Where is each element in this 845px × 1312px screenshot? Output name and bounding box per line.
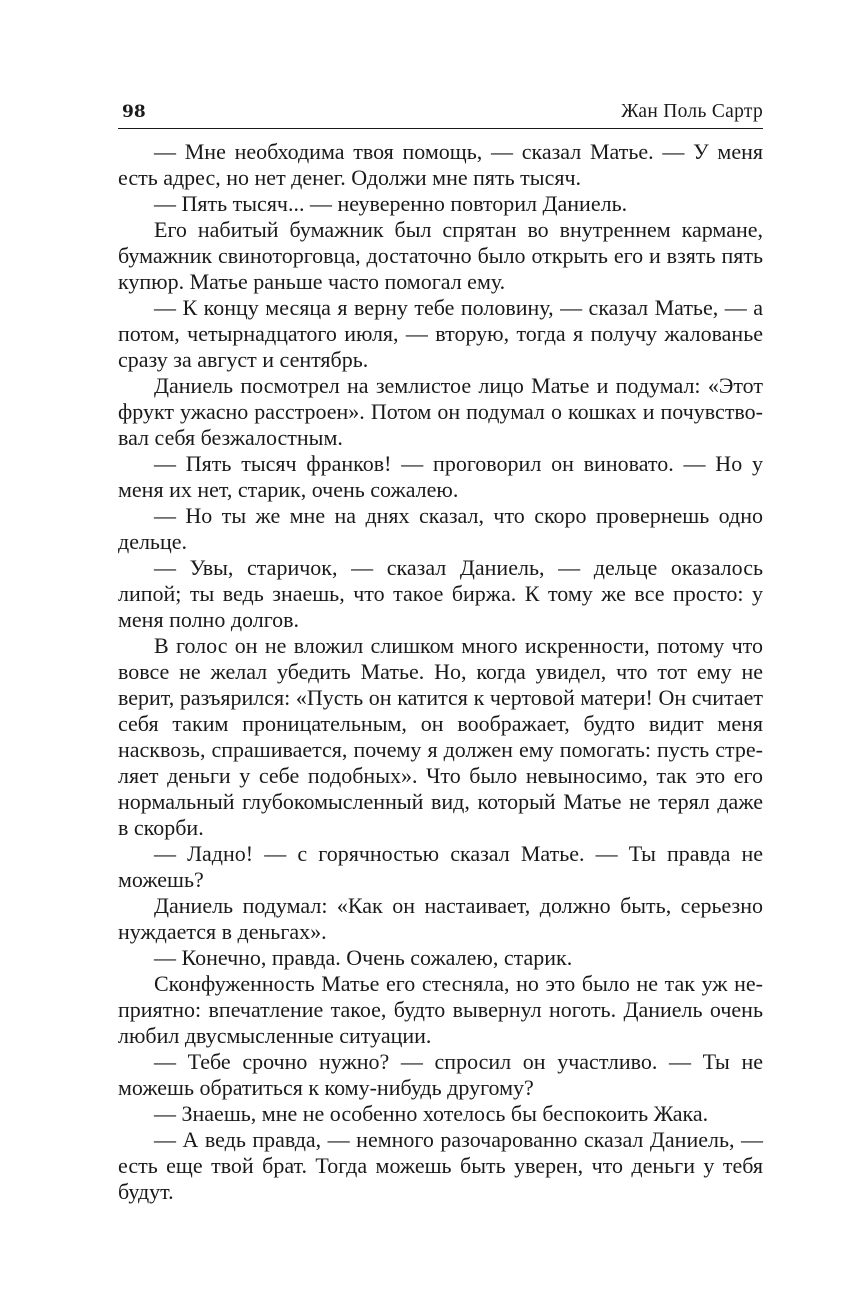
paragraph: — Тебе срочно нужно? — спросил он участливо. — Ты не можешь обратиться к кому-нибудь другому? [118, 1049, 763, 1100]
paragraph: — Пять тысяч... — неуверенно повторил Даниель. [154, 191, 628, 216]
paragraph: Сконфуженность Матье его стесняла, но это было не так уж неприятно: впечатление такое, будто вывернул ноготь. Даниель очень любил двусмысленные ситуации. [118, 971, 763, 1048]
paragraph: В голос он не вложил слишком много искренности, потому что вовсе не желал убедить Матье. Но, когда увидел, что тот ему не верит, разъярился: «Пусть он катится к чертовой матери! Он считает себя таким проницательным, он воображает, будто видит меня насквозь, спрашивается, почему я должен ему помогать: пусть стреляет деньги у себе подобных». Что было невыносимо, так это его нормальный глубокомысленный вид, который Матье не терял даже в скорби. [118, 633, 763, 840]
paragraph: — Но ты же мне на днях сказал, что скоро провернешь одно дельце. [118, 503, 763, 554]
paragraph: — Знаешь, мне не особенно хотелось бы беспокоить Жака. [154, 1101, 709, 1126]
page-number: 98 [122, 102, 146, 122]
book-page [118, 98, 763, 1205]
running-header [118, 98, 763, 129]
paragraph: — Мне необходима твоя помощь, — сказал Матье. — У меня есть адрес, но нет денег. Одолжи мне пять тысяч. [118, 139, 763, 190]
paragraph: Даниель посмотрел на землистое лицо Матье и подумал: «Этот фрукт ужасно расстроен». Потом он подумал о кошках и почувствовал себя безжалостным. [118, 373, 763, 450]
paragraph: — Пять тысяч франков! — проговорил он виновато. — Но у меня их нет, старик, очень сожалею. [118, 451, 763, 502]
paragraph: — Ладно! — с горячностью сказал Матье. — Ты правда не можешь? [118, 841, 763, 892]
paragraph: Его набитый бумажник был спрятан во внутреннем кармане, бумажник свиноторговца, достаточно было открыть его и взять пять купюр. Матье раньше часто помогал ему. [118, 217, 763, 294]
running-title: Жан Поль Сартр [621, 101, 763, 122]
paragraph: — Конечно, правда. Очень сожалею, старик. [154, 945, 573, 970]
paragraph: — А ведь правда, — немного разочарованно сказал Даниель, — есть еще твой брат. Тогда можешь быть уверен, что деньги у тебя будут. [118, 1127, 763, 1204]
paragraph: — К концу месяца я верну тебе половину, — сказал Матье, — а потом, четырнадцатого июля, — вторую, тогда я получу жалованье сразу за август и сентябрь. [118, 295, 763, 372]
body-text [118, 139, 763, 1205]
paragraph: — Увы, старичок, — сказал Даниель, — дельце оказалось липой; ты ведь знаешь, что такое биржа. К тому же все просто: у меня полно долгов. [118, 555, 763, 632]
paragraph: Даниель подумал: «Как он настаивает, должно быть, серьезно нуждается в деньгах». [118, 893, 763, 944]
